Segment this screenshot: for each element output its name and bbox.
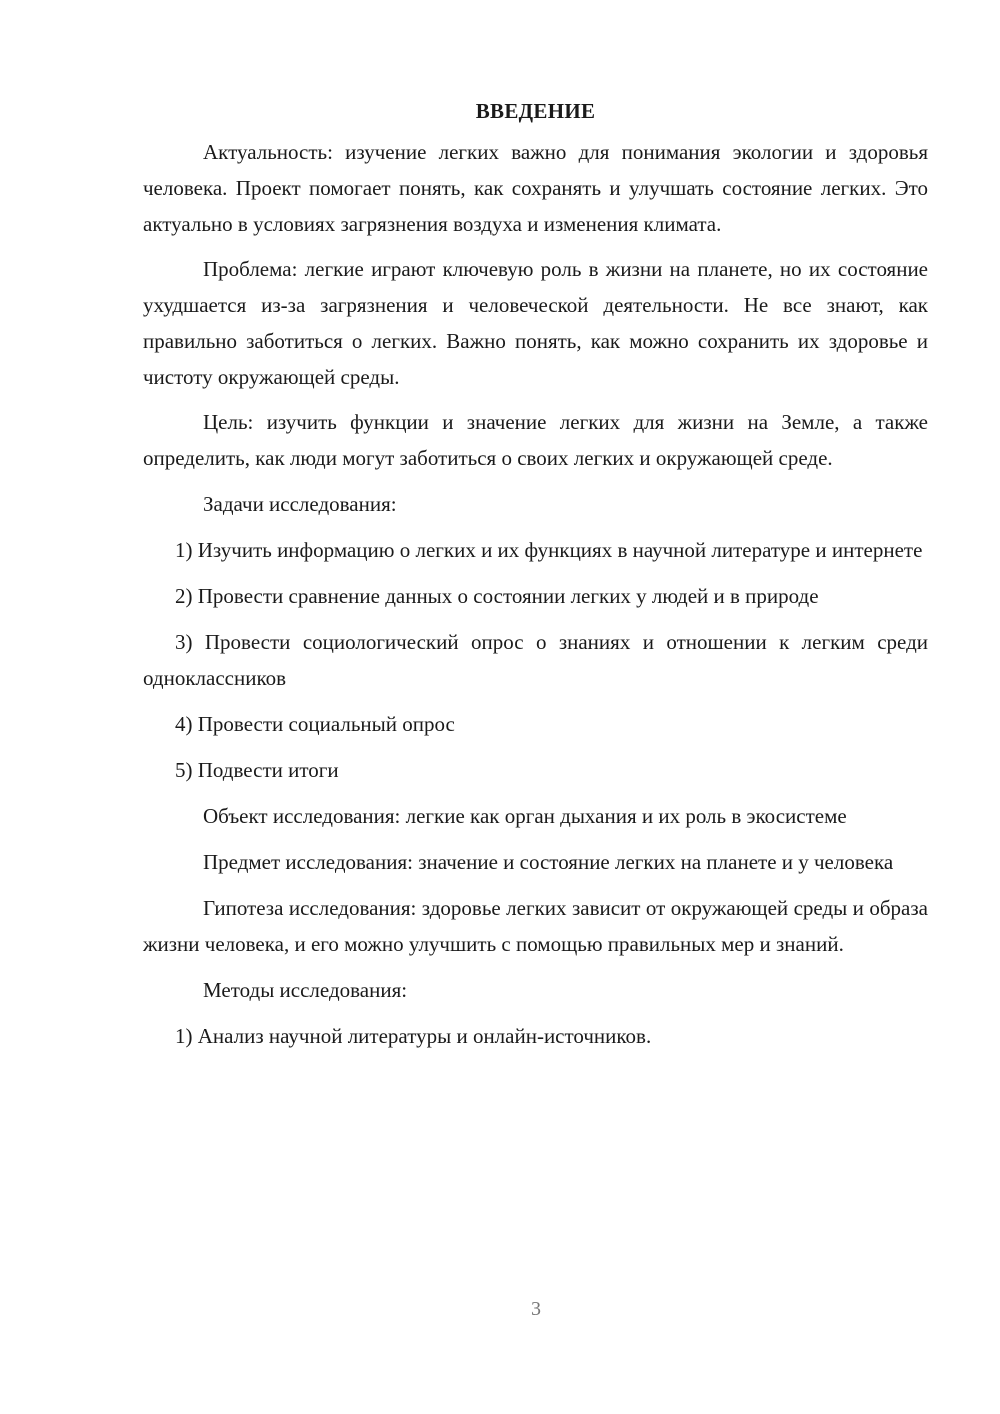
task-item-3: 3) Провести социологический опрос о знаниях и отношении к легким среди одноклассников xyxy=(143,630,928,690)
section-title: ВВЕДЕНИЕ xyxy=(475,99,596,123)
paragraph-hypothesis: Гипотеза исследования: здоровье легких зависит от окружающей среды и образа жизни человека, и его можно улучшить с помощью правильных мер и знаний. xyxy=(143,896,928,956)
paragraph-object: Объект исследования: легкие как орган дыхания и их роль в экосистеме xyxy=(203,804,847,828)
method-item-1: 1) Анализ научной литературы и онлайн-источников. xyxy=(175,1024,652,1048)
paragraph-goal: Цель: изучить функции и значение легких для жизни на Земле, а также определить, как люди могут заботиться о своих легких и окружающей среде. xyxy=(143,410,928,470)
task-item-2: 2) Провести сравнение данных о состоянии легких у людей и в природе xyxy=(175,584,819,608)
task-item-1: 1) Изучить информацию о легких и их функциях в научной литературе и интернете xyxy=(175,538,923,562)
task-item-4: 4) Провести социальный опрос xyxy=(175,712,455,736)
paragraph-problem: Проблема: легкие играют ключевую роль в жизни на планете, но их состояние ухудшается из-за загрязнения и человеческой деятельности. Не все знают, как правильно заботиться о легких. Важно понять, как можно сохранить их здоровье и чистоту окружающей среды. xyxy=(143,257,928,389)
tasks-heading: Задачи исследования: xyxy=(203,492,397,516)
task-item-5: 5) Подвести итоги xyxy=(175,758,339,782)
methods-heading: Методы исследования: xyxy=(203,978,408,1002)
page-number: 3 xyxy=(531,1298,541,1320)
document-page xyxy=(143,96,928,1054)
paragraph-relevance: Актуальность: изучение легких важно для понимания экологии и здоровья человека. Проект помогает понять, как сохранять и улучшать состояние легких. Это актуально в условиях загрязнения воздуха и изменения климата. xyxy=(143,140,928,236)
paragraph-subject: Предмет исследования: значение и состояние легких на планете и у человека xyxy=(203,850,894,874)
